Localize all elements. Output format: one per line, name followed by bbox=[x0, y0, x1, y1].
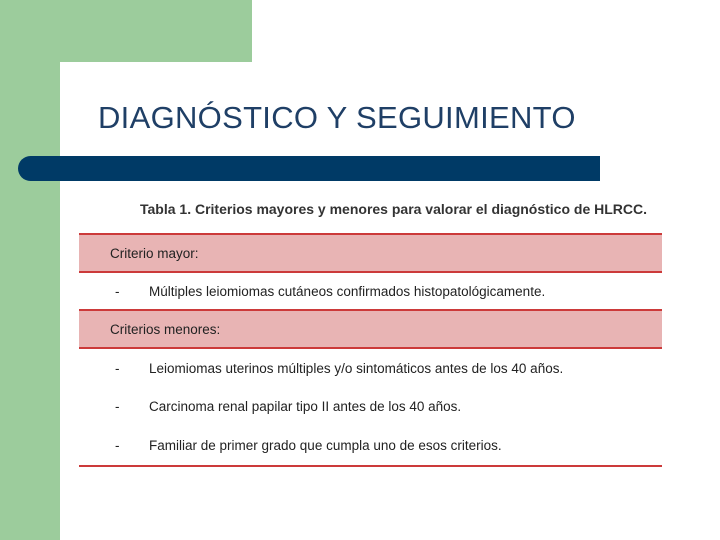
title-underline-bar bbox=[18, 156, 600, 181]
table-row bbox=[79, 425, 662, 466]
list-dash: - bbox=[115, 360, 120, 376]
criteria-table bbox=[79, 233, 662, 467]
table-row bbox=[79, 387, 662, 425]
minor-criterion-text: Familiar de primer grado que cumpla uno de esos criterios. bbox=[149, 437, 502, 453]
table-caption: Tabla 1. Criterios mayores y menores para valorar el diagnóstico de HLRCC. bbox=[140, 201, 648, 217]
minor-criterion-text: Leiomiomas uterinos múltiples y/o sintomáticos antes de los 40 años. bbox=[149, 360, 564, 376]
table-row bbox=[79, 272, 662, 310]
slide-title: DIAGNÓSTICO Y SEGUIMIENTO bbox=[98, 100, 576, 135]
table-row bbox=[79, 348, 662, 387]
minor-criterion-text: Carcinoma renal papilar tipo II antes de los 40 años. bbox=[149, 398, 462, 414]
list-dash: - bbox=[115, 398, 120, 414]
decor-green-side bbox=[0, 0, 60, 540]
minor-criteria-header: Criterios menores: bbox=[79, 310, 662, 348]
major-criteria-header: Criterio mayor: bbox=[79, 234, 662, 272]
major-criteria-header-row bbox=[79, 234, 662, 272]
list-dash: - bbox=[115, 283, 120, 299]
major-criterion-text: Múltiples leiomiomas cutáneos confirmados histopatológicamente. bbox=[149, 283, 546, 299]
list-dash: - bbox=[115, 437, 120, 453]
minor-criteria-header-row bbox=[79, 310, 662, 348]
